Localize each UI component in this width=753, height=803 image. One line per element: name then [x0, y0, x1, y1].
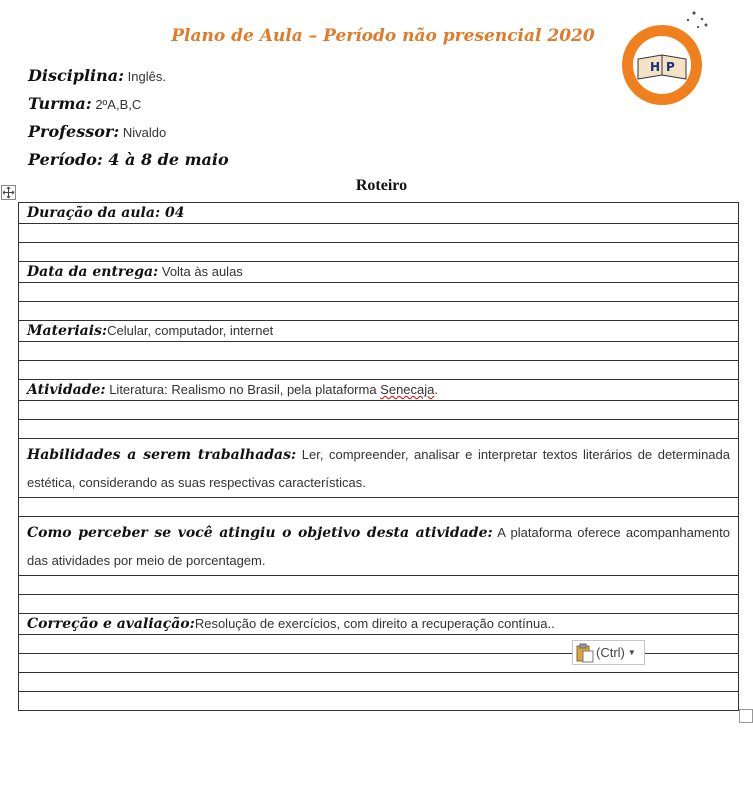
empty-cell[interactable]	[19, 498, 739, 517]
materials-label: Materiais:	[27, 323, 108, 339]
table-row	[19, 321, 739, 342]
table-row	[19, 262, 739, 283]
materials-value: Celular, computador, internet	[107, 323, 274, 338]
delivery-value: Volta às aulas	[161, 264, 243, 279]
table-row	[19, 361, 739, 380]
move-handle-icon[interactable]	[1, 185, 16, 200]
activity-value: Literatura: Realismo no Brasil, pela plataforma	[105, 382, 381, 397]
objective-label: Como perceber se você atingiu o objetivo desta atividade:	[27, 525, 493, 541]
table-row	[19, 517, 739, 576]
empty-cell[interactable]	[19, 595, 739, 614]
empty-cell[interactable]	[19, 401, 739, 420]
page-title: Plano de Aula – Período não presencial 2020	[171, 26, 595, 46]
class-line	[28, 94, 141, 113]
empty-cell[interactable]	[19, 283, 739, 302]
class-label: Turma:	[28, 94, 92, 113]
discipline-label: Disciplina:	[28, 66, 125, 85]
table-row	[19, 614, 739, 635]
empty-cell[interactable]	[19, 576, 739, 595]
objective-value: A plataforma oferece acompanhamento das atividades por meio de porcentagem.	[27, 525, 730, 568]
empty-cell[interactable]	[19, 342, 739, 361]
skills-value: Ler, compreender, analisar e interpretar textos literários de determinada estética, considerando as suas respectivas características.	[27, 447, 730, 490]
paste-options-label: (Ctrl)	[596, 645, 625, 660]
discipline-line	[28, 66, 166, 85]
chevron-down-icon: ▼	[627, 648, 636, 657]
evaluation-label: Correção e avaliação:	[27, 616, 195, 632]
paste-options-button[interactable]	[572, 640, 645, 665]
table-row	[19, 692, 739, 711]
roteiro-heading: Roteiro	[355, 177, 408, 194]
school-logo	[610, 5, 720, 105]
empty-cell[interactable]	[19, 420, 739, 439]
materials-cell[interactable]	[19, 321, 739, 342]
objective-cell[interactable]	[19, 517, 739, 576]
lesson-plan-table	[18, 202, 739, 711]
table-resize-handle[interactable]	[739, 709, 753, 723]
table-row	[19, 380, 739, 401]
delivery-cell[interactable]	[19, 262, 739, 283]
table-row	[19, 302, 739, 321]
clipboard-icon	[576, 643, 594, 663]
period-label: Período: 4 à 8 de maio	[28, 150, 229, 169]
table-row	[19, 401, 739, 420]
table-row	[19, 439, 739, 498]
teacher-label: Professor:	[28, 122, 120, 141]
empty-cell[interactable]	[19, 673, 739, 692]
svg-text:P: P	[666, 60, 675, 74]
discipline-value: Inglês.	[127, 69, 166, 84]
table-row	[19, 342, 739, 361]
teacher-line	[28, 122, 166, 141]
period-line	[28, 150, 229, 169]
table-row	[19, 576, 739, 595]
table-row	[19, 595, 739, 614]
skills-cell[interactable]	[19, 439, 739, 498]
duration-label: Duração da aula: 04	[27, 205, 185, 221]
table-row	[19, 673, 739, 692]
empty-cell[interactable]	[19, 302, 739, 321]
activity-cell[interactable]	[19, 380, 739, 401]
activity-label: Atividade:	[27, 382, 106, 398]
duration-cell[interactable]	[19, 203, 739, 224]
empty-cell[interactable]	[19, 361, 739, 380]
empty-cell[interactable]	[19, 243, 739, 262]
class-value: 2ºA,B,C	[95, 97, 142, 112]
table-row	[19, 203, 739, 224]
delivery-label: Data da entrega:	[27, 264, 159, 280]
evaluation-value: Resolução de exercícios, com direito a recuperação contínua..	[194, 616, 555, 631]
evaluation-cell[interactable]	[19, 614, 739, 635]
empty-cell[interactable]	[19, 692, 739, 711]
table-row	[19, 243, 739, 262]
svg-text:H: H	[650, 60, 661, 74]
table-row	[19, 224, 739, 243]
skills-label: Habilidades a serem trabalhadas:	[27, 447, 297, 463]
table-row	[19, 498, 739, 517]
empty-cell[interactable]	[19, 224, 739, 243]
table-row	[19, 283, 739, 302]
spellcheck-word[interactable]: Senecaja	[380, 382, 435, 397]
activity-value-end: .	[434, 382, 439, 397]
teacher-value: Nivaldo	[122, 125, 167, 140]
table-row	[19, 420, 739, 439]
